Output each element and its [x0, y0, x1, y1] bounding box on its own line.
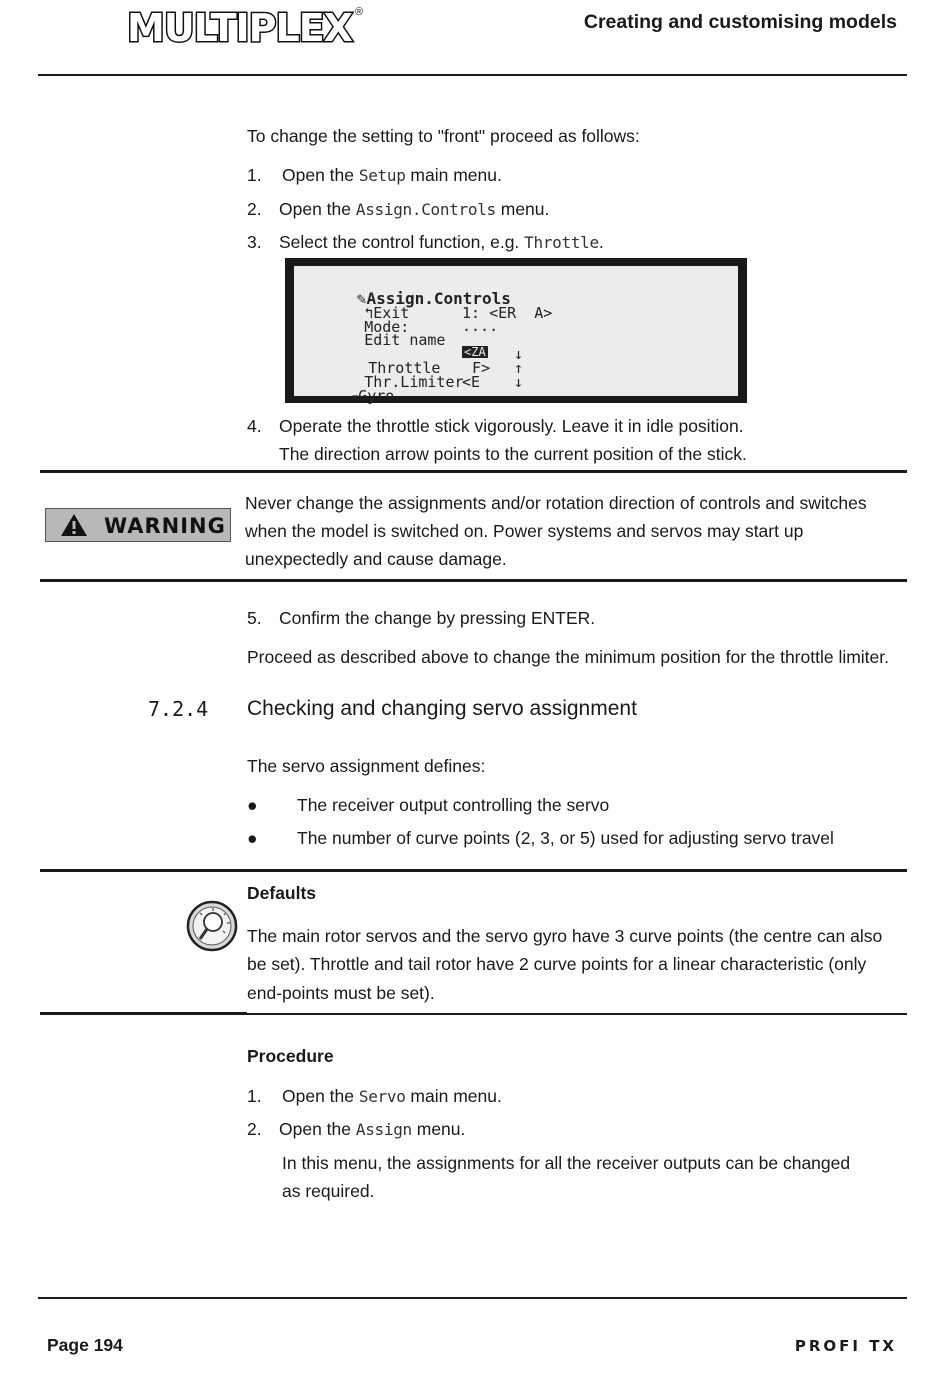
lcd-label: Throttle — [368, 359, 441, 377]
scroll-down-icon: ▼ — [352, 393, 359, 404]
step-text: Select the control function, e.g. — [279, 232, 525, 252]
wrench-icon: ✎ — [356, 289, 367, 308]
step-2 — [247, 195, 549, 224]
step-number: 1. — [247, 165, 262, 185]
lcd-label: Exit — [373, 304, 410, 322]
lcd-label: Thr.Limiter — [364, 373, 464, 391]
warning-line-1: Never change the assignments and/or rotation direction of controls and switches — [245, 493, 867, 513]
lcd-value-gyro: <E — [462, 373, 481, 391]
menu-name: Throttle — [524, 233, 599, 252]
warning-top-rule — [40, 470, 907, 473]
registered-mark: ® — [355, 6, 364, 18]
brand-logo — [127, 6, 364, 50]
step-text: menu. — [411, 1119, 466, 1139]
defaults-bottom-rule-left — [40, 1012, 247, 1015]
step-text: Open the — [279, 199, 356, 219]
step-text: main menu. — [405, 1086, 502, 1106]
defaults-top-rule — [40, 869, 907, 872]
section-number: 7.2.4 — [148, 697, 209, 721]
step-number: 1. — [247, 1086, 262, 1106]
step-number: 2. — [247, 199, 262, 219]
step-number: 5. — [247, 608, 262, 628]
lcd-value-name: .... — [462, 317, 499, 335]
warning-line-3: unexpectedly and cause damage. — [245, 549, 507, 569]
bullet-item-1 — [247, 791, 609, 819]
return-arrow-icon: ↰ — [364, 304, 374, 322]
lcd-arrow-gyro: ↓ — [514, 373, 524, 391]
step-4 — [247, 412, 744, 440]
lcd-label: Mode: — [364, 318, 410, 336]
step-3 — [247, 228, 604, 257]
logo-text: MULTIPLEX — [127, 6, 352, 50]
page-number: Page 194 — [47, 1335, 123, 1355]
footer-rule — [38, 1297, 907, 1299]
lcd-value-mode: 1: <ER A> — [462, 304, 553, 322]
lcd-arrow-throttle: ↓ — [514, 345, 524, 363]
bullet-icon: ● — [247, 828, 258, 848]
step-number: 4. — [247, 416, 262, 436]
procedure-step-1 — [247, 1082, 502, 1111]
lcd-label: Gyro — [358, 387, 395, 405]
menu-name: Setup — [358, 166, 406, 185]
section-title: Checking and changing servo assignment — [247, 697, 637, 720]
lcd-arrow-thr-limiter: ↑ — [514, 359, 524, 377]
defaults-line-3: end-points must be set). — [247, 983, 435, 1003]
defaults-heading: Defaults — [247, 883, 317, 903]
defaults-line-2: be set). Throttle and tail rotor have 2 curve points for a linear characteristic (only — [247, 954, 867, 974]
intro-text: To change the setting to "front" proceed as follows: — [247, 126, 640, 146]
step-number: 2. — [247, 1119, 262, 1139]
step-text: Open the — [282, 1086, 359, 1106]
lcd-value-throttle: <ZA — [464, 345, 486, 359]
menu-name: Assign.Controls — [355, 200, 496, 219]
warning-label: WARNING — [104, 514, 226, 538]
menu-name: Assign — [355, 1120, 412, 1139]
procedure-heading: Procedure — [247, 1046, 334, 1066]
bullet-text: The number of curve points (2, 3, or 5) used for adjusting servo travel — [297, 828, 834, 848]
lcd-label: Edit name — [364, 331, 446, 349]
warning-triangle-icon — [60, 513, 88, 537]
lcd-display — [294, 266, 738, 405]
step-4-continued: The direction arrow points to the current position of the stick. — [279, 444, 747, 464]
lcd-title-text: Assign.Controls — [366, 289, 511, 308]
step-text: menu. — [495, 199, 550, 219]
bullet-text: The receiver output controlling the servo — [297, 795, 610, 815]
procedure-step-2 — [247, 1115, 465, 1144]
header-rule — [38, 74, 907, 76]
bullet-item-2 — [247, 824, 834, 852]
step-text: . — [598, 232, 604, 252]
lcd-value-thr-limiter: F> — [472, 359, 491, 377]
step-text: main menu. — [405, 165, 502, 185]
step-text: Open the — [279, 1119, 356, 1139]
step-number: 3. — [247, 232, 262, 252]
lcd-screenshot — [285, 258, 747, 403]
menu-name: Servo — [358, 1087, 406, 1106]
bullet-icon: ● — [247, 795, 258, 815]
step-5 — [247, 604, 595, 632]
step-text: Operate the throttle stick vigorously. Leave it in idle position. — [279, 416, 744, 436]
servo-intro: The servo assignment defines: — [247, 756, 486, 776]
procedure-note-line-1: In this menu, the assignments for all the receiver outputs can be changed — [282, 1153, 851, 1173]
product-name: PROFI TX — [794, 1337, 897, 1355]
step-text: Open the — [282, 165, 359, 185]
warning-line-2: when the model is switched on. Power systems and servos may start up — [245, 521, 804, 541]
warning-bottom-rule — [40, 579, 907, 582]
defaults-line-1: The main rotor servos and the servo gyro have 3 curve points (the centre can also — [247, 926, 883, 946]
warning-label-box — [45, 508, 231, 542]
step-text: Confirm the change by pressing ENTER. — [279, 608, 596, 628]
procedure-note-line-2: as required. — [282, 1181, 375, 1201]
defaults-bottom-rule-right — [247, 1013, 907, 1015]
step-1 — [247, 161, 502, 190]
page-header-title: Creating and customising models — [583, 11, 897, 33]
proceed-text: Proceed as described above to change the minimum position for the throttle limiter. — [247, 647, 890, 667]
lightbulb-tip-icon — [186, 900, 238, 952]
